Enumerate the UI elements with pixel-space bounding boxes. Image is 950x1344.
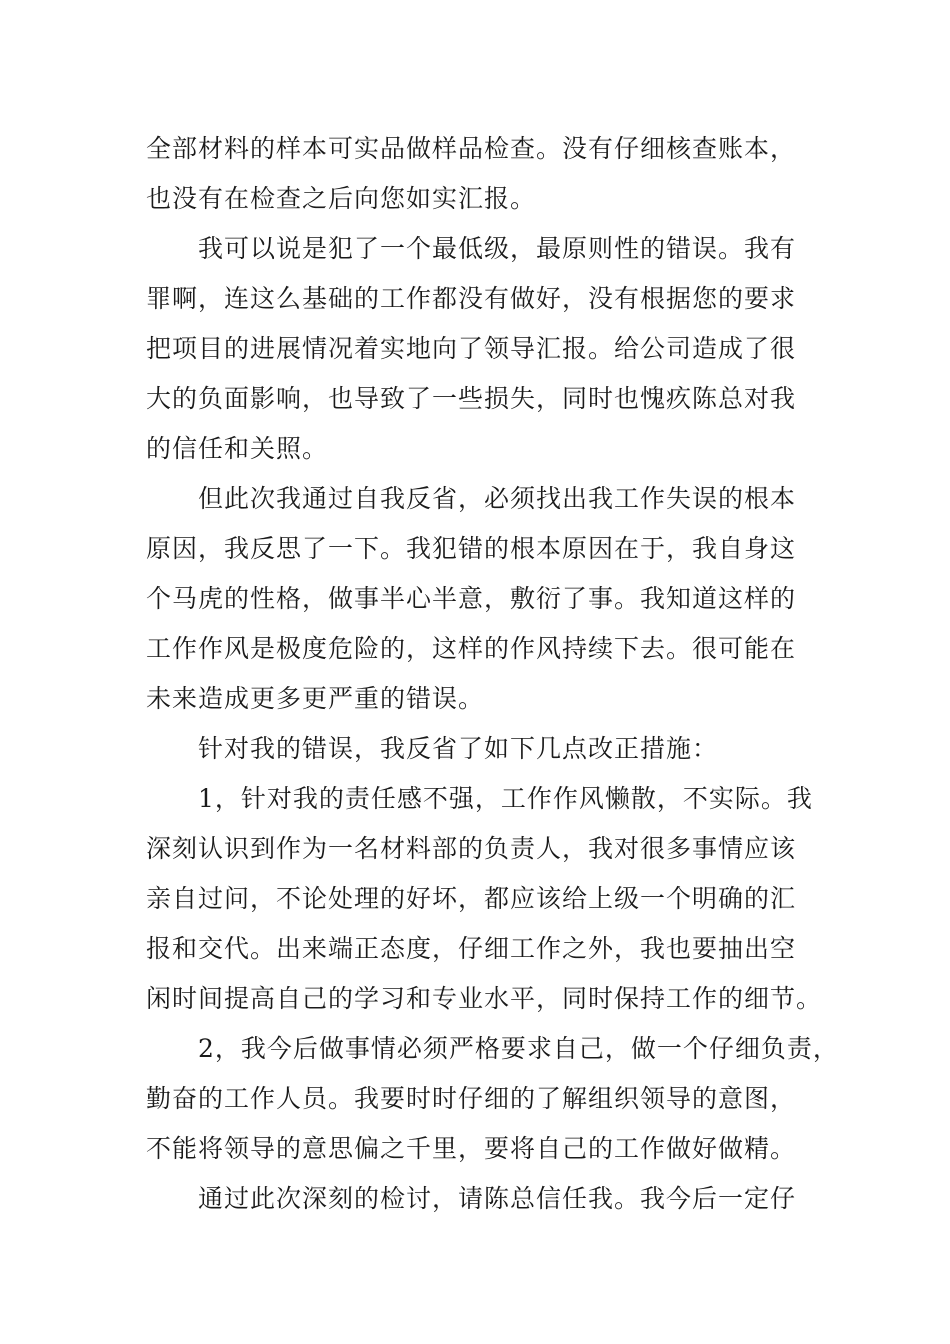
text-line: 不能将领导的意思偏之千里，要将自己的工作做好做精。 — [146, 1134, 797, 1163]
text-line: 个马虎的性格，做事半心半意，敷衍了事。我知道这样的 — [146, 584, 797, 613]
text-line: 把项目的进展情况着实地向了领导汇报。给公司造成了很 — [146, 334, 797, 363]
paragraph-start-line: 2，我今后做事情必须严格要求自己，做一个仔细负责， — [198, 1034, 839, 1063]
document-body — [146, 124, 839, 1224]
text-line: 罪啊，连这么基础的工作都没有做好，没有根据您的要求 — [146, 284, 797, 313]
paragraph-start-line: 通过此次深刻的检讨，请陈总信任我。我今后一定仔 — [198, 1184, 797, 1213]
paragraph-start-line: 我可以说是犯了一个最低级，最原则性的错误。我有 — [198, 234, 797, 263]
paragraph-start-line: 1，针对我的责任感不强，工作作风懒散，不实际。我 — [198, 784, 813, 813]
text-line: 勤奋的工作人员。我要时时仔细的了解组织领导的意图， — [146, 1084, 797, 1113]
text-line: 的信任和关照。 — [146, 434, 329, 463]
text-line: 工作作风是极度危险的，这样的作风持续下去。很可能在 — [146, 634, 797, 663]
text-line: 亲自过问，不论处理的好坏，都应该给上级一个明确的汇 — [146, 884, 797, 913]
text-line: 闲时间提高自己的学习和专业水平，同时保持工作的细节。 — [146, 984, 823, 1013]
text-line: 未来造成更多更严重的错误。 — [146, 684, 485, 713]
text-line: 报和交代。出来端正态度，仔细工作之外，我也要抽出空 — [146, 934, 797, 963]
text-line: 大的负面影响，也导致了一些损失，同时也愧疚陈总对我 — [146, 384, 797, 413]
paragraph-start-line: 针对我的错误，我反省了如下几点改正措施： — [198, 734, 719, 763]
text-line: 全部材料的样本可实品做样品检查。没有仔细核查账本， — [146, 134, 797, 163]
paragraph-start-line: 但此次我通过自我反省，必须找出我工作失误的根本 — [198, 484, 797, 513]
text-line: 也没有在检查之后向您如实汇报。 — [146, 184, 537, 213]
text-line: 原因，我反思了一下。我犯错的根本原因在于，我自身这 — [146, 534, 797, 563]
text-line: 深刻认识到作为一名材料部的负责人，我对很多事情应该 — [146, 834, 797, 863]
